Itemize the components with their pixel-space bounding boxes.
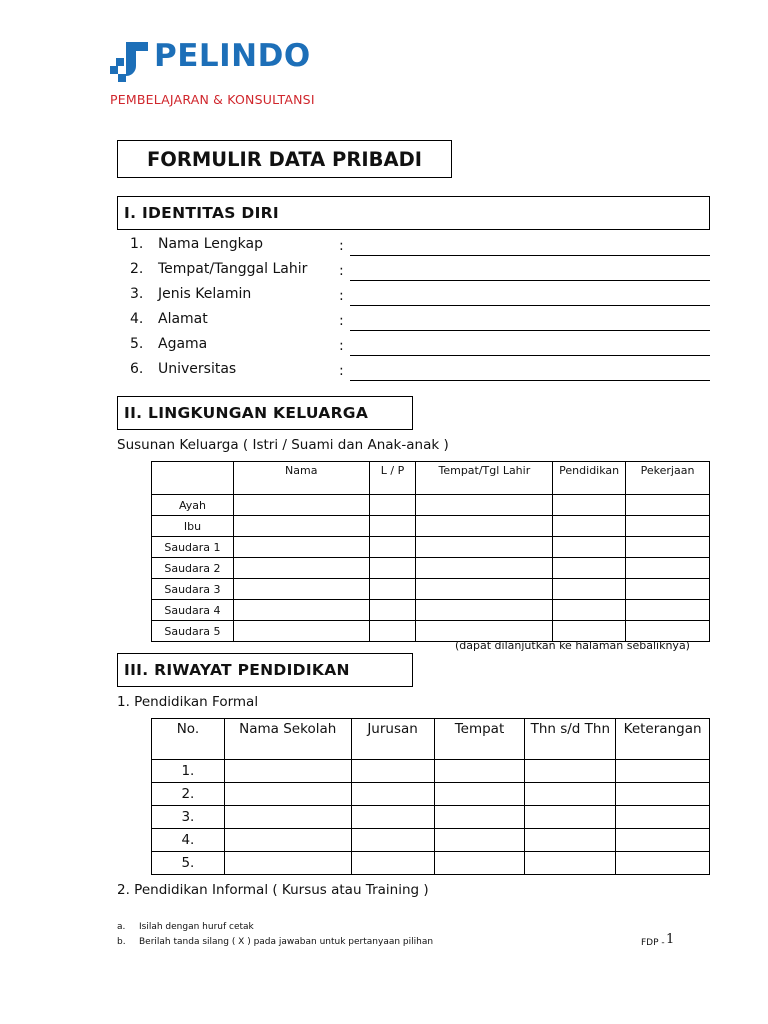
- family-member-label: Saudara 5: [152, 621, 234, 642]
- identity-field-row: [117, 311, 710, 333]
- education-table-row: [152, 852, 710, 875]
- education-table-header: No.: [152, 719, 225, 760]
- education-row-number: 3.: [152, 806, 225, 829]
- identity-field-row: [117, 236, 710, 258]
- field-colon: :: [339, 288, 344, 304]
- family-table-cell[interactable]: [416, 558, 553, 579]
- family-table-cell[interactable]: [369, 600, 416, 621]
- field-label: Tempat/Tanggal Lahir: [158, 261, 308, 277]
- education-table-cell[interactable]: [224, 829, 351, 852]
- pelindo-logo-icon: [110, 42, 150, 84]
- education-table-cell[interactable]: [434, 829, 525, 852]
- family-table-header: Nama: [233, 462, 369, 495]
- family-table-cell[interactable]: [626, 558, 710, 579]
- family-member-label: Saudara 3: [152, 579, 234, 600]
- family-table-cell[interactable]: [626, 579, 710, 600]
- footer-note-mark: b.: [117, 937, 126, 947]
- education-table-cell[interactable]: [351, 852, 434, 875]
- field-input-line[interactable]: [350, 280, 710, 281]
- education-table-cell[interactable]: [351, 760, 434, 783]
- family-table-cell[interactable]: [416, 495, 553, 516]
- form-code: FDP -: [641, 938, 665, 948]
- education-table-cell[interactable]: [525, 783, 616, 806]
- field-number: 6.: [130, 361, 144, 377]
- education-table-cell[interactable]: [525, 829, 616, 852]
- education-table-row: [152, 829, 710, 852]
- family-table-cell[interactable]: [416, 600, 553, 621]
- field-label: Agama: [158, 336, 208, 352]
- family-member-label: Ibu: [152, 516, 234, 537]
- family-table-cell[interactable]: [553, 516, 626, 537]
- family-table-cell[interactable]: [233, 495, 369, 516]
- field-label: Universitas: [158, 361, 237, 377]
- footer-note-text: Berilah tanda silang ( X ) pada jawaban untuk pertanyaan pilihan: [139, 937, 434, 947]
- family-table-cell[interactable]: [369, 537, 416, 558]
- family-table-row: [152, 495, 710, 516]
- logo-subtitle: PEMBELAJARAN & KONSULTANSI: [110, 92, 315, 107]
- identity-field-row: [117, 336, 710, 358]
- field-input-line[interactable]: [350, 355, 710, 356]
- education-table-cell[interactable]: [434, 760, 525, 783]
- identity-field-row: [117, 261, 710, 283]
- field-number: 4.: [130, 311, 144, 327]
- identity-field-row: [117, 286, 710, 308]
- family-table-cell[interactable]: [553, 600, 626, 621]
- education-table-header: Tempat: [434, 719, 525, 760]
- family-table-cell[interactable]: [626, 516, 710, 537]
- field-input-line[interactable]: [350, 255, 710, 256]
- family-table-cell[interactable]: [233, 600, 369, 621]
- footer-note-mark: a.: [117, 922, 126, 932]
- family-table-cell[interactable]: [233, 621, 369, 642]
- family-table-cell[interactable]: [233, 558, 369, 579]
- family-table-header: Pendidikan: [553, 462, 626, 495]
- logo-brand-text: PELINDO: [154, 38, 311, 74]
- field-colon: :: [339, 338, 344, 354]
- field-number: 5.: [130, 336, 144, 352]
- education-table-row: [152, 760, 710, 783]
- family-table-cell[interactable]: [233, 516, 369, 537]
- education-table-header: Thn s/d Thn: [525, 719, 616, 760]
- family-member-label: Saudara 2: [152, 558, 234, 579]
- education-table-cell[interactable]: [351, 806, 434, 829]
- family-member-label: Saudara 4: [152, 600, 234, 621]
- education-table-cell[interactable]: [351, 829, 434, 852]
- family-table: [151, 461, 710, 642]
- page-number: 1: [666, 932, 675, 947]
- footer-note-text: Isilah dengan huruf cetak: [139, 922, 254, 932]
- education-table: [151, 718, 710, 875]
- education-table-cell[interactable]: [434, 852, 525, 875]
- family-table-row: [152, 579, 710, 600]
- family-table-row: [152, 537, 710, 558]
- family-table-header: L / P: [369, 462, 416, 495]
- education-table-cell[interactable]: [616, 783, 710, 806]
- education-table-cell[interactable]: [224, 852, 351, 875]
- field-input-line[interactable]: [350, 330, 710, 331]
- family-table-cell[interactable]: [369, 579, 416, 600]
- education-row-number: 4.: [152, 829, 225, 852]
- field-input-line[interactable]: [350, 380, 710, 381]
- company-logo: [92, 32, 334, 118]
- education-table-cell[interactable]: [351, 783, 434, 806]
- education-table-row: [152, 806, 710, 829]
- family-table-cell[interactable]: [416, 537, 553, 558]
- education-table-cell[interactable]: [224, 760, 351, 783]
- field-label: Nama Lengkap: [158, 236, 263, 252]
- education-table-cell[interactable]: [616, 852, 710, 875]
- family-table-cell[interactable]: [369, 558, 416, 579]
- family-table-row: [152, 600, 710, 621]
- education-table-header: Jurusan: [351, 719, 434, 760]
- field-colon: :: [339, 363, 344, 379]
- section-keluarga-heading: II. LINGKUNGAN KELUARGA: [117, 396, 413, 430]
- family-table-cell[interactable]: [626, 600, 710, 621]
- field-input-line[interactable]: [350, 305, 710, 306]
- field-colon: :: [339, 238, 344, 254]
- formal-education-label: 1. Pendidikan Formal: [117, 694, 259, 710]
- continuation-note: (dapat dilanjutkan ke halaman sebaliknya): [455, 639, 690, 652]
- field-colon: :: [339, 313, 344, 329]
- family-table-cell[interactable]: [416, 516, 553, 537]
- education-row-number: 1.: [152, 760, 225, 783]
- family-table-cell[interactable]: [553, 558, 626, 579]
- family-table-cell[interactable]: [626, 537, 710, 558]
- family-table-cell[interactable]: [233, 579, 369, 600]
- family-table-cell[interactable]: [553, 579, 626, 600]
- family-table-header: [152, 462, 234, 495]
- education-table-cell[interactable]: [616, 760, 710, 783]
- education-table-cell[interactable]: [616, 829, 710, 852]
- family-table-row: [152, 516, 710, 537]
- education-table-cell[interactable]: [616, 806, 710, 829]
- education-table-cell[interactable]: [434, 806, 525, 829]
- family-member-label: Saudara 1: [152, 537, 234, 558]
- field-colon: :: [339, 263, 344, 279]
- education-table-header: Keterangan: [616, 719, 710, 760]
- family-table-row: [152, 558, 710, 579]
- education-table-cell[interactable]: [525, 760, 616, 783]
- education-row-number: 2.: [152, 783, 225, 806]
- field-label: Jenis Kelamin: [158, 286, 252, 302]
- section-pendidikan-heading: III. RIWAYAT PENDIDIKAN: [117, 653, 413, 687]
- family-table-cell[interactable]: [233, 537, 369, 558]
- education-table-cell[interactable]: [224, 806, 351, 829]
- education-table-row: [152, 783, 710, 806]
- education-table-cell[interactable]: [525, 806, 616, 829]
- form-title: FORMULIR DATA PRIBADI: [117, 140, 452, 178]
- field-number: 1.: [130, 236, 144, 252]
- family-table-cell[interactable]: [416, 579, 553, 600]
- education-table-cell[interactable]: [434, 783, 525, 806]
- family-table-cell[interactable]: [553, 495, 626, 516]
- education-table-cell[interactable]: [525, 852, 616, 875]
- education-table-header: Nama Sekolah: [224, 719, 351, 760]
- field-number: 3.: [130, 286, 144, 302]
- section-identitas-heading: I. IDENTITAS DIRI: [117, 196, 710, 230]
- education-table-cell[interactable]: [224, 783, 351, 806]
- field-number: 2.: [130, 261, 144, 277]
- family-table-cell[interactable]: [369, 495, 416, 516]
- family-caption: Susunan Keluarga ( Istri / Suami dan Anak-anak ): [117, 437, 449, 453]
- family-table-cell[interactable]: [626, 495, 710, 516]
- informal-education-label: 2. Pendidikan Informal ( Kursus atau Training ): [117, 882, 429, 898]
- education-row-number: 5.: [152, 852, 225, 875]
- family-table-cell[interactable]: [369, 516, 416, 537]
- family-member-label: Ayah: [152, 495, 234, 516]
- family-table-cell[interactable]: [369, 621, 416, 642]
- family-table-header: Pekerjaan: [626, 462, 710, 495]
- family-table-cell[interactable]: [553, 537, 626, 558]
- family-table-header: Tempat/Tgl Lahir: [416, 462, 553, 495]
- field-label: Alamat: [158, 311, 208, 327]
- identity-field-row: [117, 361, 710, 383]
